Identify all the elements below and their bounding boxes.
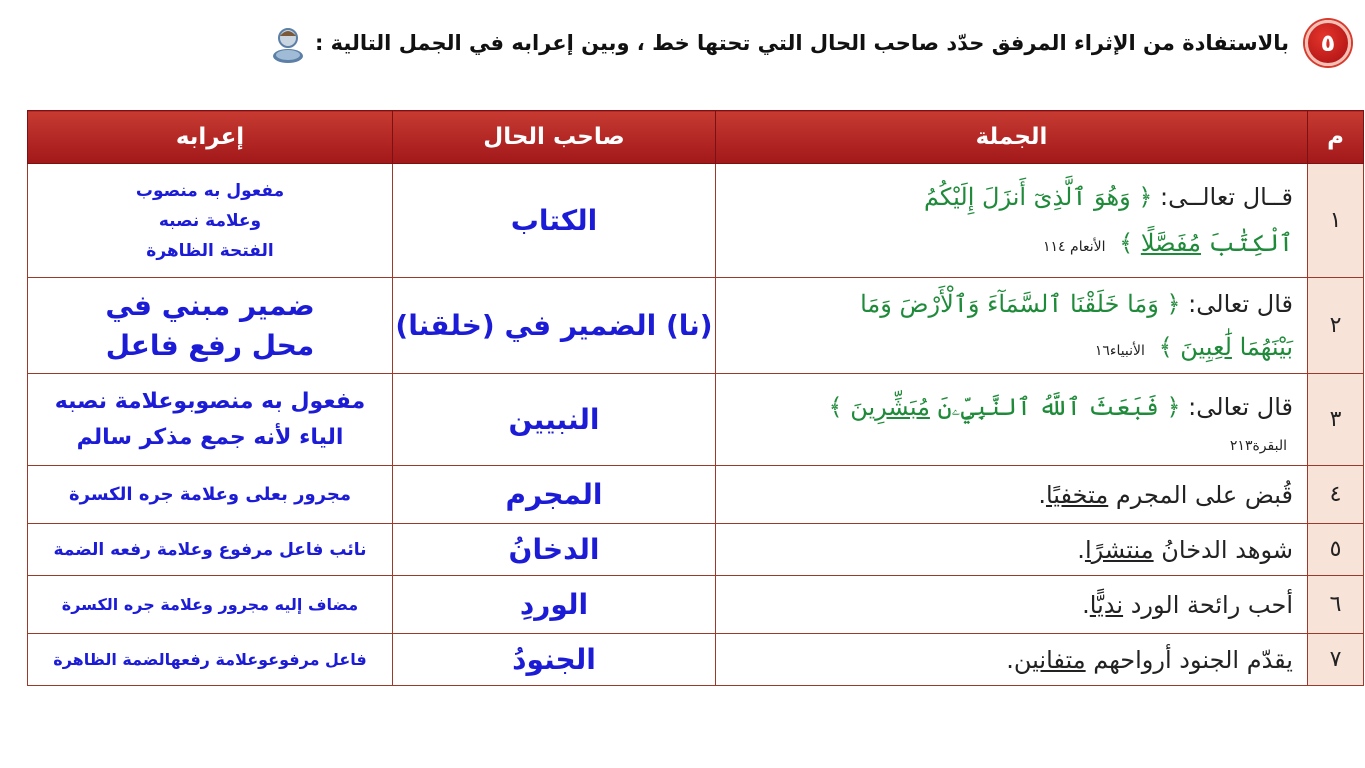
irab-cell (28, 164, 393, 278)
row-number: ٦ (1308, 576, 1364, 634)
sentence-text: يقدّم الجنود أرواحهم (1093, 645, 1293, 674)
person-icon (271, 23, 305, 63)
verse-intro: قــال تعالــى: (1160, 182, 1293, 211)
header-sentence: الجملة (716, 111, 1308, 164)
sentence-cell (716, 374, 1308, 466)
row-number: ٣ (1308, 374, 1364, 466)
header-num: م (1308, 111, 1364, 164)
verse-text: ٱلْكِتَٰبَ (1208, 228, 1293, 257)
irab-line: مفعول به منصوب (135, 180, 285, 201)
quran-bracket-icon: ﴿ (1166, 392, 1181, 421)
hal-word: لَٰعِبِينَ (1180, 332, 1232, 361)
irab-cell (28, 374, 393, 466)
sentence-cell (716, 576, 1308, 634)
hal-owner: الجنودُ (393, 634, 716, 686)
quran-bracket-icon: ﴾ (1158, 332, 1173, 361)
hal-word: متخفيًا (1045, 480, 1109, 509)
quran-bracket-icon: ﴾ (1119, 228, 1134, 257)
table-row (28, 576, 1364, 634)
header-owner: صاحب الحال (393, 111, 716, 164)
sentence-text: أحب رائحة الورد (1130, 590, 1293, 619)
sentence-cell (716, 278, 1308, 374)
hal-word: متفانين (1013, 645, 1086, 674)
hal-owner: المجرم (393, 466, 716, 524)
row-number: ١ (1308, 164, 1364, 278)
table-row (28, 278, 1364, 374)
sentence-end: . (1038, 480, 1046, 509)
row-number: ٤ (1308, 466, 1364, 524)
irab-line: محل رفع فاعل (105, 328, 315, 362)
verse-reference: الأنعام ١١٤ (1043, 238, 1106, 255)
verse-text: وَهُوَ ٱلَّذِىٓ أَنزَلَ إِلَيْكُمُ (923, 182, 1131, 211)
irab-cell (28, 278, 393, 374)
quran-bracket-icon: ﴿ (1166, 289, 1181, 318)
row-number: ٧ (1308, 634, 1364, 686)
hal-owner: الدخانُ (393, 524, 716, 576)
table-row (28, 164, 1364, 278)
irab-line: الياء لأنه جمع مذكر سالم (76, 424, 344, 450)
verse-reference: الأنبياء١٦ (1094, 342, 1145, 359)
irab-text: فاعل مرفوعوعلامة رفعهالضمة الظاهرة (28, 634, 393, 686)
irab-line: الفتحة الظاهرة (146, 240, 274, 261)
sentence-cell (716, 634, 1308, 686)
irab-line: مفعول به منصوبوعلامة نصبه (54, 388, 366, 414)
hal-word: مُبَشِّرِينَ (850, 392, 930, 421)
verse-text: بَيْنَهُمَا (1239, 332, 1293, 361)
verse-intro: قال تعالى: (1188, 392, 1293, 421)
sentence-end: . (1077, 535, 1085, 564)
hal-table (27, 110, 1364, 686)
sentence-cell (716, 524, 1308, 576)
table-row (28, 466, 1364, 524)
sentence-text: قُبض على المجرم (1115, 480, 1293, 509)
table-row (28, 374, 1364, 466)
hal-owner: الكتاب (393, 164, 716, 278)
row-number: ٢ (1308, 278, 1364, 374)
exercise-header (200, 18, 1351, 68)
verse-text: فَبَعَثَ ٱللَّهُ ٱلنَّبِيِّۦنَ (937, 392, 1159, 421)
sentence-cell (716, 466, 1308, 524)
quran-bracket-icon: ﴿ (1138, 182, 1153, 211)
sentence-end: . (1082, 590, 1090, 619)
sentence-cell (716, 164, 1308, 278)
verse-reference: البقرة٢١٣ (1229, 437, 1287, 454)
irab-line: وعلامة نصبه (158, 210, 262, 231)
hal-word: منتشرًا (1084, 535, 1154, 564)
hal-owner: الوردِ (393, 576, 716, 634)
sentence-text: شوهد الدخانُ (1161, 535, 1293, 564)
table-header-row (28, 111, 1364, 164)
sentence-end: . (1006, 645, 1014, 674)
hal-word: مُفَصَّلًا (1140, 228, 1201, 257)
hal-owner: (نا) الضمير في (خلقنا) (393, 278, 716, 374)
irab-text: مجرور بعلى وعلامة جره الكسرة (28, 466, 393, 524)
verse-intro: قال تعالى: (1188, 289, 1293, 318)
table-row (28, 524, 1364, 576)
exercise-number-badge: ٥ (1305, 20, 1351, 66)
quran-bracket-icon: ﴾ (828, 392, 843, 421)
hal-owner: النبيين (393, 374, 716, 466)
table-row (28, 634, 1364, 686)
irab-line: ضمير مبني في (105, 288, 315, 322)
header-irab: إعرابه (28, 111, 393, 164)
hal-word: نديًّا (1089, 590, 1124, 619)
irab-text: مضاف إليه مجرور وعلامة جره الكسرة (28, 576, 393, 634)
verse-text: وَمَا خَلَقْنَا ٱلسَّمَآءَ وَٱلْأَرْضَ وَمَا (860, 289, 1159, 318)
irab-text: نائب فاعل مرفوع وعلامة رفعه الضمة (28, 524, 393, 576)
exercise-instruction: بالاستفادة من الإثراء المرفق حدّد صاحب الحال التي تحتها خط ، وبين إعرابه في الجمل التالية : (314, 31, 1289, 55)
row-number: ٥ (1308, 524, 1364, 576)
